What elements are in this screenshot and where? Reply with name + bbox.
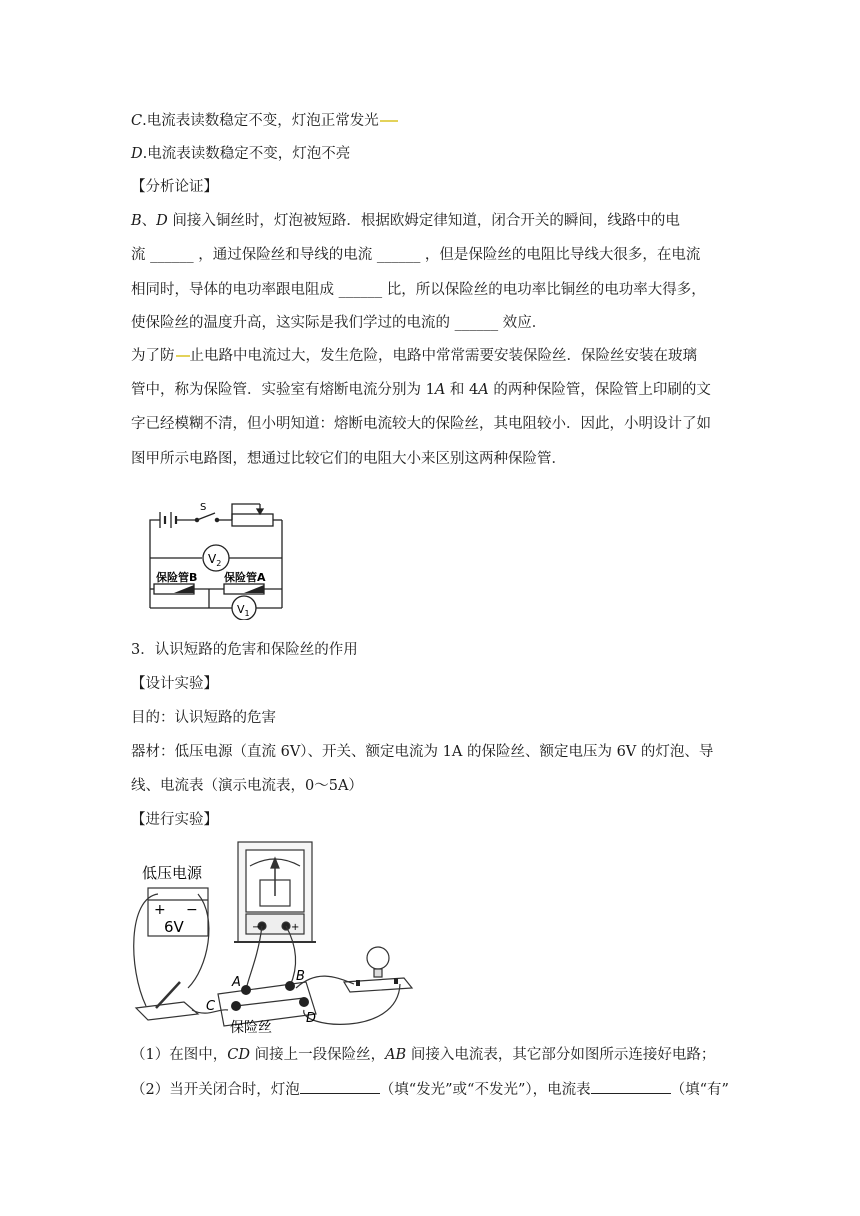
step-1-text: 间接上一段保险丝， xyxy=(249,1047,386,1063)
point-d-text: D xyxy=(156,213,168,229)
battery-plus-label: + xyxy=(154,902,166,918)
analysis-paragraph-line-1 xyxy=(131,211,680,231)
highlight-mark xyxy=(380,120,398,122)
current-4a-unit: A xyxy=(478,382,489,398)
fuse-text: 和 xyxy=(445,382,470,398)
wire xyxy=(150,520,160,528)
point-b-label: B xyxy=(296,969,305,984)
answer-blank-lamp[interactable] xyxy=(300,1078,380,1094)
analysis-text: ，但是保险丝的电阻比导线大很多，在电流 xyxy=(420,247,701,263)
analysis-text: 效应． xyxy=(498,315,547,331)
step-2 xyxy=(131,1078,729,1100)
fuse-label: 保险丝 xyxy=(230,1020,272,1034)
terminal-b xyxy=(285,981,295,991)
point-c-label: C xyxy=(206,999,216,1014)
point-a-label: A xyxy=(232,975,241,990)
option-d-label: D xyxy=(131,146,143,162)
lamp-socket xyxy=(374,969,382,977)
label-ab: AB xyxy=(385,1047,407,1063)
step-1 xyxy=(131,1045,715,1065)
circuit-diagram xyxy=(140,500,290,620)
lamp-terminal xyxy=(356,980,360,986)
point-d-label: D xyxy=(306,1011,317,1026)
switch-lever xyxy=(197,513,215,520)
analysis-text: 间接入铜丝时，灯泡被短路．根据欧姆定律知道，闭合开关的瞬间，线路中的电 xyxy=(167,213,680,229)
point-b-text: B xyxy=(131,213,142,229)
ammeter-minus-label: − xyxy=(252,922,261,933)
fuse-paragraph-line-1 xyxy=(131,346,697,366)
fuse-text: 止电路中电流过大，发生危险，电路中常常需要安装保险丝．保险丝安装在玻璃 xyxy=(189,348,697,364)
equipment-line-1: 器材：低压电源（直流 6V）、开关、额定电流为 1A 的保险丝、额定电压为 6V 的灯泡、导 xyxy=(131,744,714,760)
fuse-a-label: 保险管A xyxy=(224,571,266,584)
battery-voltage-label: 6V xyxy=(164,918,184,936)
wire xyxy=(232,504,260,520)
v1-letter: V xyxy=(237,603,245,616)
apparatus-illustration xyxy=(128,838,418,1034)
analysis-text: 流 xyxy=(131,247,151,263)
fuse-paragraph-line-2 xyxy=(131,380,711,400)
current-4a-value: 4 xyxy=(469,382,479,398)
battery-minus-label: − xyxy=(186,902,198,918)
switch-label: S xyxy=(200,502,207,513)
label-cd: CD xyxy=(227,1047,250,1063)
fuse-b-wire-fill xyxy=(174,585,194,593)
v2-subscript: 2 xyxy=(216,559,222,568)
analysis-text: 使保险丝的温度升高，这实际是我们学过的电流的 xyxy=(131,315,455,331)
step-2-text: （填“有” xyxy=(670,1082,729,1098)
separator-text: 、 xyxy=(141,213,157,229)
terminal-c xyxy=(231,1001,241,1011)
answer-blank-2[interactable]: ______ xyxy=(376,247,421,263)
fuse-b-label: 保险管B xyxy=(156,571,198,584)
answer-blank-1[interactable]: ______ xyxy=(150,247,194,263)
fuse-text: 的两种保险管，保险管上印刷的文 xyxy=(488,382,711,398)
current-1a-unit: A xyxy=(434,382,446,398)
answer-blank-ammeter[interactable] xyxy=(591,1078,671,1094)
analysis-text: 比，所以保险丝的电功率比铜丝的电功率大得多， xyxy=(382,282,706,298)
v2-label xyxy=(208,552,221,568)
lamp-bulb xyxy=(367,947,389,969)
v1-subscript: 1 xyxy=(244,609,250,618)
fuse-paragraph-line-4: 图甲所示电路图，想通过比较它们的电阻大小来区别这两种保险管． xyxy=(131,451,566,467)
answer-blank-4[interactable]: ______ xyxy=(454,315,499,331)
step-1-text: （1）在图中， xyxy=(131,1047,228,1063)
option-c-text: .电流表读数稳定不变，灯泡正常发光 xyxy=(142,113,379,129)
option-d xyxy=(131,144,350,164)
terminal-a xyxy=(241,985,251,995)
option-d-text: .电流表读数稳定不变，灯泡不亮 xyxy=(142,146,351,162)
analysis-paragraph-line-4 xyxy=(131,313,546,333)
answer-blank-3[interactable]: ______ xyxy=(338,282,383,298)
purpose-line: 目的：认识短路的危害 xyxy=(131,710,276,726)
v2-letter: V xyxy=(208,552,217,566)
ammeter-plus-label: + xyxy=(291,922,300,933)
terminal-d xyxy=(299,997,309,1007)
power-supply-label: 低压电源 xyxy=(142,864,203,882)
highlight-mark xyxy=(176,355,190,357)
analysis-paragraph-line-2 xyxy=(131,245,700,265)
equipment-line-2: 线、电流表（演示电流表，0～5A） xyxy=(131,778,363,794)
option-c-label: C xyxy=(131,113,143,129)
step-2-text: （2）当开关闭合时，灯泡 xyxy=(131,1082,300,1098)
analysis-paragraph-line-3 xyxy=(131,280,706,300)
lamp-base xyxy=(344,978,412,992)
section-3-heading: 3．认识短路的危害和保险丝的作用 xyxy=(131,642,358,658)
analysis-heading: 【分析论证】 xyxy=(131,179,218,195)
current-1a-value: 1 xyxy=(425,382,435,398)
conduct-heading: 【进行实验】 xyxy=(131,812,218,828)
rheostat-arrow xyxy=(257,509,263,514)
option-c xyxy=(131,111,398,131)
analysis-text: ，通过保险丝和导线的电流 xyxy=(193,247,377,263)
design-heading: 【设计实验】 xyxy=(131,676,218,692)
fuse-text: 管中，称为保险管．实验室有熔断电流分别为 xyxy=(131,382,426,398)
fuse-paragraph-line-3: 字已经模糊不清，但小明知道：熔断电流较大的保险丝，其电阻较小．因此，小明设计了如 xyxy=(131,416,711,432)
rheostat xyxy=(232,514,273,526)
step-2-text: （填“发光”或“不发光”），电流表 xyxy=(379,1082,591,1098)
analysis-text: 相同时，导体的电功率跟电阻成 xyxy=(131,282,339,298)
step-1-text: 间接入电流表，其它部分如图所示连接好电路； xyxy=(406,1047,716,1063)
fuse-a-wire-fill xyxy=(244,585,264,593)
fuse-text: 为了防 xyxy=(131,348,175,364)
lamp-terminal xyxy=(394,978,398,984)
